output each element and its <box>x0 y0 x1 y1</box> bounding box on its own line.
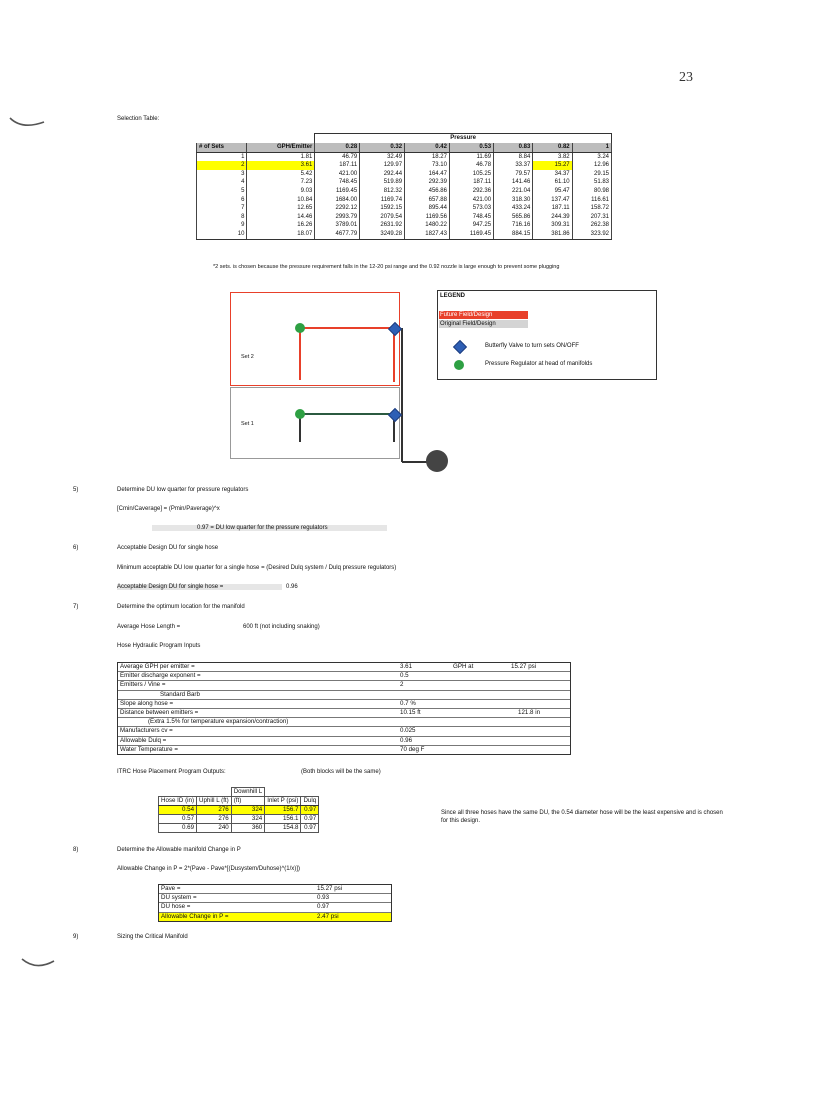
table-cell: 105.25 <box>449 170 493 179</box>
table-cell: 565.86 <box>494 213 533 222</box>
input-label: Standard Barb <box>160 690 200 698</box>
col-header: 0.42 <box>405 143 450 152</box>
col-header: 0.32 <box>360 143 405 152</box>
table-cell: 164.47 <box>405 170 450 179</box>
table-cell: 456.86 <box>405 187 450 196</box>
table-cell: 158.72 <box>572 204 611 213</box>
input-label: Emitters / Vine = <box>120 681 166 689</box>
section-7-number: 7) <box>73 604 79 610</box>
table-cell: 3249.28 <box>360 230 405 239</box>
input-row <box>118 727 570 736</box>
table-cell: 276 <box>197 815 232 824</box>
table-cell: 29.15 <box>572 170 611 179</box>
col-header: 0.28 <box>315 143 360 152</box>
legend-title: LEGEND <box>440 293 466 299</box>
table-row <box>197 161 612 170</box>
input-row <box>118 737 570 746</box>
table-cell: 2 <box>197 161 247 170</box>
table-cell: 262.38 <box>572 221 611 230</box>
table-cell: 4 <box>197 178 247 187</box>
table-cell: 5 <box>197 187 247 196</box>
table-cell: 1169.74 <box>360 196 405 205</box>
table-cell: 3.82 <box>533 152 572 161</box>
legend-future: Future Field/Design <box>439 311 528 319</box>
table-cell: 79.57 <box>494 170 533 179</box>
diagram-lines <box>230 292 460 472</box>
table-cell: 292.39 <box>405 178 450 187</box>
table-cell: 156.1 <box>265 815 301 824</box>
allowable-label: Pave = <box>161 885 181 892</box>
avg-hose-value: 600 ft (not including snaking) <box>243 624 320 630</box>
table-cell: 3.24 <box>572 152 611 161</box>
table-cell: 4677.79 <box>315 230 360 239</box>
input-value: 0.5 <box>400 672 409 680</box>
allowable-row <box>159 903 391 912</box>
table-cell: 1169.45 <box>449 230 493 239</box>
regulator-marker <box>295 323 305 333</box>
table-cell: 292.36 <box>449 187 493 196</box>
col-header: GPH/Emitter <box>247 143 315 152</box>
set1-label: Set 1 <box>241 421 254 427</box>
input-value: 3.61 <box>400 663 413 670</box>
allowable-label: DU hose = <box>161 903 191 911</box>
pressure-header: Pressure <box>315 134 612 144</box>
section-8-formula: Allowable Change in P = 2*(Pave - Pave*[(Dusystem/Duhose)^(1/x)]) <box>117 866 300 872</box>
allowable-table <box>158 884 392 922</box>
table-cell: 292.44 <box>360 170 405 179</box>
col-header: Downhill L <box>231 788 265 797</box>
table-cell: 187.11 <box>315 161 360 170</box>
table-cell: 6 <box>197 196 247 205</box>
selection-header-row <box>197 143 612 152</box>
input-row <box>118 691 570 700</box>
table-cell: 381.86 <box>533 230 572 239</box>
margin-mark-bottom <box>20 955 60 975</box>
table-cell: 1 <box>197 152 247 161</box>
table-cell: 14.46 <box>247 213 315 222</box>
table-row <box>197 221 612 230</box>
table-cell: 10 <box>197 230 247 239</box>
input-label: Allowable Dulq = <box>120 736 167 744</box>
table-cell: 187.11 <box>449 178 493 187</box>
input-row <box>118 672 570 681</box>
legend-valve-icon <box>453 340 467 354</box>
table-cell: 716.16 <box>494 221 533 230</box>
table-cell: 12.65 <box>247 204 315 213</box>
allowable-label: DU system = <box>161 894 197 902</box>
legend-box <box>437 290 657 380</box>
table-cell: 33.37 <box>494 161 533 170</box>
table-cell: 16.26 <box>247 221 315 230</box>
table-row <box>159 815 319 824</box>
section-9-number: 9) <box>73 934 79 940</box>
section-6-label: Acceptable Design DU for single hose = <box>117 584 282 590</box>
table-row <box>197 230 612 239</box>
table-cell: 0.97 <box>301 815 319 824</box>
table-cell: 324 <box>231 806 265 815</box>
table-cell: 32.49 <box>360 152 405 161</box>
table-cell: 2631.92 <box>360 221 405 230</box>
input-value: 2 <box>400 681 404 689</box>
table-cell: 1684.00 <box>315 196 360 205</box>
section-5-formula: [Cmin/Caverage] = (Pmin/Paverage)^x <box>117 506 220 512</box>
table-row <box>197 187 612 196</box>
table-cell: 2292.12 <box>315 204 360 213</box>
hose-output-table <box>158 787 319 833</box>
table-cell: 10.84 <box>247 196 315 205</box>
input-row <box>118 746 570 754</box>
input-label: Average GPH per emitter = <box>120 663 195 670</box>
col-header: 1 <box>572 143 611 152</box>
table-row <box>159 806 319 815</box>
table-cell: 2993.79 <box>315 213 360 222</box>
table-cell: 421.00 <box>315 170 360 179</box>
table-cell: 748.45 <box>315 178 360 187</box>
field-diagram <box>230 292 410 462</box>
table-cell: 8.84 <box>494 152 533 161</box>
section-7-title: Determine the optimum location for the manifold <box>117 604 245 610</box>
table-row <box>197 170 612 179</box>
table-cell: 0.54 <box>159 806 197 815</box>
table-cell: 46.79 <box>315 152 360 161</box>
legend-regulator: Pressure Regulator at head of manifolds <box>485 361 593 367</box>
allowable-value: 15.27 psi <box>317 885 343 892</box>
section-5-result: 0.97 = DU low quarter for the pressure regulators <box>152 525 387 531</box>
table-row <box>159 824 319 833</box>
table-cell: 187.11 <box>533 204 572 213</box>
table-cell: 73.10 <box>405 161 450 170</box>
col-header: (ft) <box>231 797 265 806</box>
allowable-value: 0.93 <box>317 894 330 902</box>
legend-valve: Butterfly Valve to turn sets ON/OFF <box>485 343 579 349</box>
table-cell: 947.25 <box>449 221 493 230</box>
allowable-row <box>159 885 391 894</box>
allowable-value: 0.97 <box>317 903 330 911</box>
input-row <box>118 709 570 718</box>
table-cell: 324 <box>231 815 265 824</box>
legend-regulator-icon <box>454 360 464 370</box>
avg-hose-label: Average Hose Length = <box>117 624 181 630</box>
section-8-title: Determine the Allowable manifold Change in P <box>117 847 241 853</box>
table-cell: 3 <box>197 170 247 179</box>
input-value: 10.15 ft <box>400 708 421 716</box>
table-cell: 3789.01 <box>315 221 360 230</box>
input-label: Water Temperature = <box>120 745 178 753</box>
table-cell: 421.00 <box>449 196 493 205</box>
col-header: 0.53 <box>449 143 493 152</box>
col-header: Inlet P (psi) <box>265 797 301 806</box>
table-cell: 2079.54 <box>360 213 405 222</box>
table-row <box>197 196 612 205</box>
col-header: Uphill L (ft) <box>197 797 232 806</box>
page-number: 23 <box>679 70 693 85</box>
table-cell: 7 <box>197 204 247 213</box>
inputs-table <box>117 662 571 755</box>
margin-mark-top <box>8 112 48 132</box>
input-extra2: 15.27 psi <box>511 663 537 670</box>
table-cell: 95.47 <box>533 187 572 196</box>
table-cell: 573.03 <box>449 204 493 213</box>
outputs-title: ITRC Hose Placement Program Outputs: <box>117 769 226 775</box>
table-cell: 657.88 <box>405 196 450 205</box>
input-row <box>118 718 570 727</box>
table-cell: 9 <box>197 221 247 230</box>
input-label: Emitter discharge exponent = <box>120 672 201 680</box>
selection-table <box>196 133 612 240</box>
col-header: 0.82 <box>533 143 572 152</box>
legend-original: Original Field/Design <box>439 320 528 328</box>
table-cell: 137.47 <box>533 196 572 205</box>
section-9-title: Sizing the Critical Manifold <box>117 934 188 940</box>
section-6-value: 0.96 <box>286 584 298 590</box>
table-cell: 154.8 <box>265 824 301 833</box>
table-cell: 18.07 <box>247 230 315 239</box>
table-row <box>197 213 612 222</box>
section-5-number: 5) <box>73 487 79 493</box>
section-8-number: 8) <box>73 847 79 853</box>
table-row <box>197 152 612 161</box>
table-cell: 116.61 <box>572 196 611 205</box>
allowable-value: 2.47 psi <box>317 912 339 920</box>
regulator-marker <box>295 409 305 419</box>
table-cell: 884.15 <box>494 230 533 239</box>
table-cell: 812.32 <box>360 187 405 196</box>
selection-note: *2 sets. is chosen because the pressure requirement falls in the 12-20 psi range and the 0.92 nozzle is large enough to prevent some plugging <box>213 264 560 270</box>
input-row <box>118 663 570 672</box>
table-cell: 895.44 <box>405 204 450 213</box>
input-row <box>118 681 570 690</box>
table-cell: 318.30 <box>494 196 533 205</box>
table-cell: 276 <box>197 806 232 815</box>
table-cell: 5.42 <box>247 170 315 179</box>
table-cell: 1.81 <box>247 152 315 161</box>
inputs-title: Hose Hydraulic Program Inputs <box>117 643 201 649</box>
table-row <box>197 178 612 187</box>
table-cell: 51.83 <box>572 178 611 187</box>
col-header: Dulq <box>301 797 319 806</box>
input-row <box>118 700 570 709</box>
selection-title: Selection Table: <box>117 116 160 122</box>
table-cell: 244.39 <box>533 213 572 222</box>
table-cell: 46.78 <box>449 161 493 170</box>
table-cell: 240 <box>197 824 232 833</box>
col-header: # of Sets <box>197 143 247 152</box>
table-cell: 221.04 <box>494 187 533 196</box>
section-5-title: Determine DU low quarter for pressure regulators <box>117 487 249 493</box>
allowable-label: Allowable Change in P = <box>161 912 229 920</box>
input-extra: 121.8 in <box>518 708 541 716</box>
table-row <box>197 204 612 213</box>
hose-side-note: Since all three hoses have the same DU, the 0.54 diameter hose will be the least expensive and is chosen for this design. <box>441 810 723 824</box>
table-cell: 323.92 <box>572 230 611 239</box>
col-header: Hose ID (in) <box>159 797 197 806</box>
input-value: 70 deg F <box>400 745 425 753</box>
table-cell: 1169.45 <box>315 187 360 196</box>
input-label: Distance between emitters = <box>120 708 199 716</box>
input-label: Slope along hose = <box>120 699 174 707</box>
allowable-row <box>159 913 391 921</box>
table-cell: 0.97 <box>301 806 319 815</box>
table-cell: 34.37 <box>533 170 572 179</box>
col-header: 0.83 <box>494 143 533 152</box>
table-cell: 0.69 <box>159 824 197 833</box>
allowable-row <box>159 894 391 903</box>
table-cell: 61.10 <box>533 178 572 187</box>
input-label: (Extra 1.5% for temperature expansion/contraction) <box>148 718 289 726</box>
table-cell: 1827.43 <box>405 230 450 239</box>
set2-label: Set 2 <box>241 354 254 360</box>
table-cell: 12.96 <box>572 161 611 170</box>
table-cell: 1592.15 <box>360 204 405 213</box>
table-cell: 9.03 <box>247 187 315 196</box>
input-value: 0.025 <box>400 727 416 735</box>
table-cell: 309.31 <box>533 221 572 230</box>
table-cell: 0.57 <box>159 815 197 824</box>
section-6-title: Acceptable Design DU for single hose <box>117 545 219 551</box>
table-cell: 11.69 <box>449 152 493 161</box>
section-6-number: 6) <box>73 545 79 551</box>
outputs-note: (Both blocks will be the same) <box>301 769 381 775</box>
table-cell: 433.24 <box>494 204 533 213</box>
table-cell: 0.97 <box>301 824 319 833</box>
table-cell: 129.97 <box>360 161 405 170</box>
table-cell: 7.23 <box>247 178 315 187</box>
section-6-text: Minimum acceptable DU low quarter for a single hose = (Desired Dulq system / Dulq pressure regulators) <box>117 565 397 571</box>
input-extra: GPH at <box>453 663 474 670</box>
table-cell: 1480.22 <box>405 221 450 230</box>
table-cell: 748.45 <box>449 213 493 222</box>
table-cell: 18.27 <box>405 152 450 161</box>
table-cell: 80.98 <box>572 187 611 196</box>
input-value: 0.96 <box>400 736 413 744</box>
table-cell: 207.31 <box>572 213 611 222</box>
table-cell: 141.46 <box>494 178 533 187</box>
table-cell: 519.89 <box>360 178 405 187</box>
pump-circle <box>426 450 448 472</box>
input-value: 0.7 % <box>400 699 416 707</box>
table-cell: 15.27 <box>533 161 572 170</box>
table-cell: 156.7 <box>265 806 301 815</box>
table-cell: 360 <box>231 824 265 833</box>
table-cell: 1169.56 <box>405 213 450 222</box>
input-label: Manufacturers cv = <box>120 727 173 735</box>
table-cell: 8 <box>197 213 247 222</box>
table-cell: 3.61 <box>247 161 315 170</box>
